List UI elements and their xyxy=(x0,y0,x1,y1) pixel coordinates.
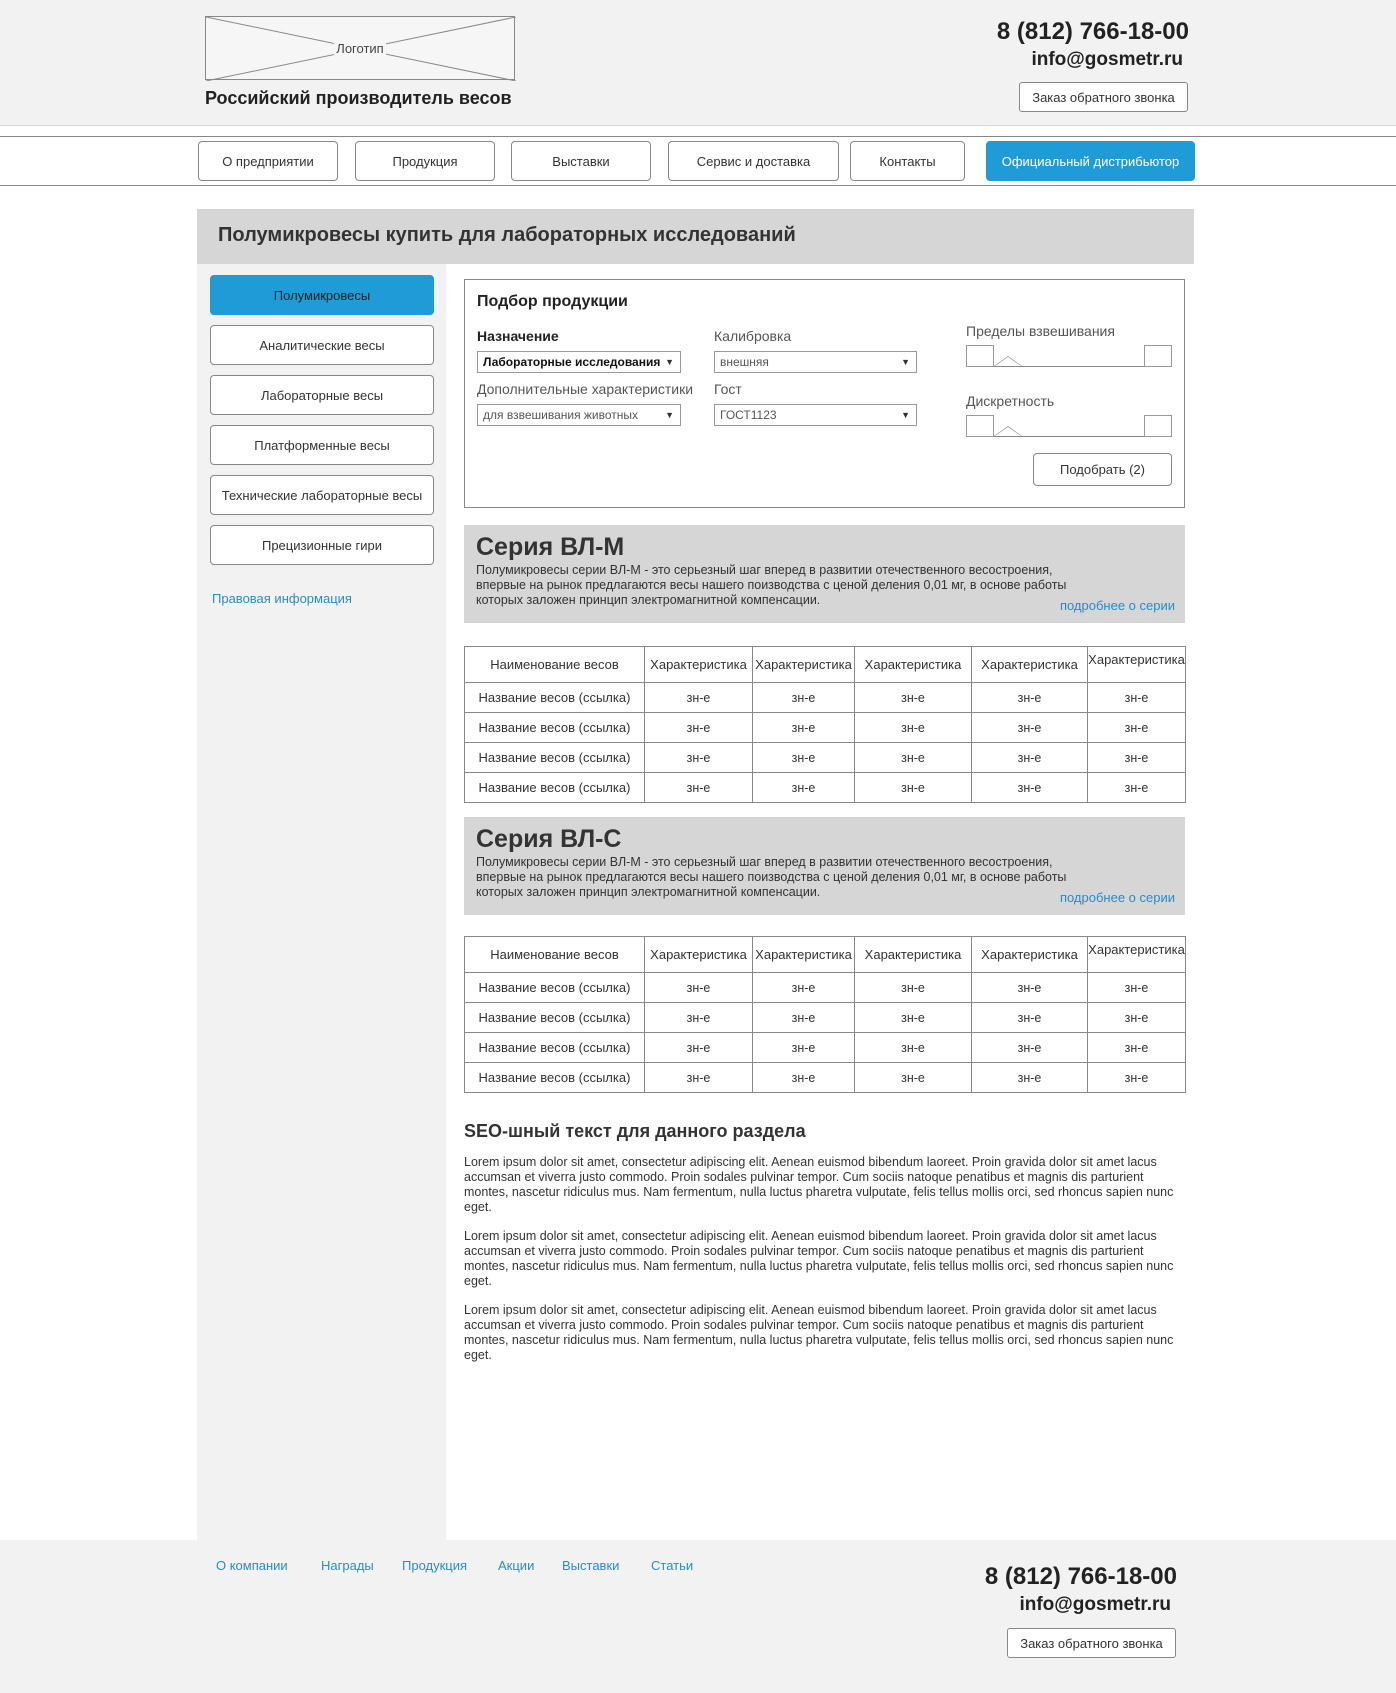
series-banner xyxy=(464,525,1185,623)
sidebar-item-semimicro[interactable]: Полумикровесы xyxy=(210,275,434,315)
series-title: Серия ВЛ-М xyxy=(476,533,625,561)
extra-value: для взвешивания животных xyxy=(483,408,639,422)
table-cell: зн-е xyxy=(753,973,855,1003)
column-header: Характеристика xyxy=(645,647,753,683)
table-header-row xyxy=(465,937,1186,973)
purpose-value: Лабораторные исследования xyxy=(483,355,661,369)
table-cell: зн-е xyxy=(645,1033,753,1063)
page-title-bar xyxy=(197,209,1194,264)
column-header: Характеристика xyxy=(753,937,855,973)
slider-thumb-icon[interactable] xyxy=(994,426,1022,436)
series-spec-table xyxy=(464,936,1186,1093)
table-header-row xyxy=(465,647,1186,683)
logo-label: Логотип xyxy=(336,40,384,56)
series-more-link[interactable]: подробнее о серии xyxy=(1059,890,1175,905)
discreteness-min-input[interactable] xyxy=(966,415,994,437)
dropdown-arrow-icon: ▼ xyxy=(901,357,910,367)
table-cell: зн-е xyxy=(855,773,972,803)
table-cell: зн-е xyxy=(855,683,972,713)
series-banner xyxy=(464,817,1185,915)
scale-name-link[interactable]: Название весов (ссылка) xyxy=(465,1003,645,1033)
callback-button[interactable]: Заказ обратного звонка xyxy=(1019,82,1188,112)
gost-label: Гост xyxy=(714,381,742,397)
series-more-link[interactable]: подробнее о серии xyxy=(1059,598,1175,613)
table-cell: зн-е xyxy=(855,1003,972,1033)
product-filter xyxy=(464,279,1185,508)
table-cell: зн-е xyxy=(645,1003,753,1033)
sidebar-item-weights[interactable]: Прецизионные гири xyxy=(210,525,434,565)
column-header: Характеристика xyxy=(855,647,972,683)
purpose-label: Назначение xyxy=(477,328,559,344)
sidebar-item-technical[interactable]: Технические лабораторные весы xyxy=(210,475,434,515)
table-cell: зн-е xyxy=(972,683,1088,713)
site-footer xyxy=(0,1540,1396,1693)
column-header: Характеристика xyxy=(1088,647,1186,683)
table-row xyxy=(465,773,1186,803)
header-phone[interactable]: 8 (812) 766-18-00 xyxy=(996,18,1189,45)
footer-callback-button[interactable]: Заказ обратного звонка xyxy=(1007,1628,1176,1658)
discreteness-max-input[interactable] xyxy=(1144,415,1172,437)
filter-title: Подбор продукции xyxy=(477,293,628,310)
limits-range-slider[interactable] xyxy=(966,345,1172,367)
sidebar-item-analytical[interactable]: Аналитические весы xyxy=(210,325,434,365)
table-cell: зн-е xyxy=(1088,1003,1186,1033)
table-cell: зн-е xyxy=(753,683,855,713)
table-cell: зн-е xyxy=(972,1033,1088,1063)
nav-item-exhibitions[interactable]: Выставки xyxy=(511,141,651,181)
footer-link-about[interactable]: О компании xyxy=(216,1558,288,1573)
limits-label: Пределы взвешивания xyxy=(966,323,1115,339)
table-cell: зн-е xyxy=(855,743,972,773)
column-header: Характеристика xyxy=(972,937,1088,973)
series-description: Полумикровесы серии ВЛ-М - это серьезный шаг вперед в развитии отечественного весостроения, впервые на рынок предлагаются весы нашего поизводства с ценой деления 0,01 мг, в основе работы которых заложен принцип электромагнитной компенсации. xyxy=(476,563,1067,607)
sidebar-item-laboratory[interactable]: Лабораторные весы xyxy=(210,375,434,415)
dropdown-arrow-icon: ▼ xyxy=(665,357,674,367)
discreteness-range-slider[interactable] xyxy=(966,415,1172,437)
table-cell: зн-е xyxy=(753,713,855,743)
scale-name-link[interactable]: Название весов (ссылка) xyxy=(465,773,645,803)
footer-link-articles[interactable]: Статьи xyxy=(651,1558,694,1573)
scale-name-link[interactable]: Название весов (ссылка) xyxy=(465,743,645,773)
table-row xyxy=(465,1003,1186,1033)
table-cell: зн-е xyxy=(972,973,1088,1003)
column-header: Характеристика xyxy=(1088,937,1186,973)
purpose-select[interactable] xyxy=(477,351,681,373)
extra-select[interactable] xyxy=(477,404,681,426)
calibration-select[interactable] xyxy=(714,351,917,373)
nav-item-service[interactable]: Сервис и доставка xyxy=(668,141,839,181)
gost-value: ГОСТ1123 xyxy=(720,408,777,422)
table-cell: зн-е xyxy=(972,773,1088,803)
table-cell: зн-е xyxy=(645,713,753,743)
limits-max-input[interactable] xyxy=(1144,345,1172,367)
table-row xyxy=(465,713,1186,743)
footer-link-awards[interactable]: Награды xyxy=(321,1558,374,1573)
seo-paragraph: Lorem ipsum dolor sit amet, consectetur adipiscing elit. Aenean euismod bibendum laoreet. Proin gravida dolor sit amet lacus accumsan et viverra justo commodo. Proin sodales pulvinar tempor. Cum sociis natoque penatibus et magnis dis parturient montes, nascetur ridiculus mus. Nam fermentum, nulla luctus pharetra vulputate, felis tellus mollis orci, sed rhoncus sapien nunc eget. xyxy=(464,1229,1174,1288)
series-spec-table xyxy=(464,646,1186,803)
table-row xyxy=(465,973,1186,1003)
column-header: Наименование весов xyxy=(465,647,645,683)
table-row xyxy=(465,1033,1186,1063)
table-cell: зн-е xyxy=(645,1063,753,1093)
table-row xyxy=(465,743,1186,773)
table-cell: зн-е xyxy=(753,1033,855,1063)
extra-label: Дополнительные характеристики xyxy=(477,381,694,397)
calibration-label: Калибровка xyxy=(714,328,792,344)
footer-email[interactable]: info@gosmetr.ru xyxy=(1019,1594,1171,1615)
column-header: Характеристика xyxy=(972,647,1088,683)
seo-title: SEO-шный текст для данного раздела xyxy=(464,1121,806,1141)
scale-name-link[interactable]: Название весов (ссылка) xyxy=(465,683,645,713)
table-cell: зн-е xyxy=(855,1063,972,1093)
table-row xyxy=(465,683,1186,713)
calibration-value: внешняя xyxy=(720,355,769,369)
limits-min-input[interactable] xyxy=(966,345,994,367)
logo-placeholder[interactable] xyxy=(205,16,515,80)
table-cell: зн-е xyxy=(1088,1063,1186,1093)
scale-name-link[interactable]: Название весов (ссылка) xyxy=(465,1063,645,1093)
nav-item-products[interactable]: Продукция xyxy=(355,141,495,181)
table-cell: зн-е xyxy=(855,973,972,1003)
slider-track xyxy=(994,436,1144,437)
table-cell: зн-е xyxy=(972,743,1088,773)
table-cell: зн-е xyxy=(972,713,1088,743)
column-header: Характеристика xyxy=(645,937,753,973)
gost-select[interactable] xyxy=(714,404,917,426)
table-cell: зн-е xyxy=(645,773,753,803)
column-header: Наименование весов xyxy=(465,937,645,973)
footer-link-promotions[interactable]: Акции xyxy=(498,1558,535,1573)
table-cell: зн-е xyxy=(645,683,753,713)
column-header: Характеристика xyxy=(753,647,855,683)
table-cell: зн-е xyxy=(1088,743,1186,773)
table-row xyxy=(465,1063,1186,1093)
table-cell: зн-е xyxy=(1088,1033,1186,1063)
scale-name-link[interactable]: Название весов (ссылка) xyxy=(465,1033,645,1063)
header-email[interactable]: info@gosmetr.ru xyxy=(1031,49,1183,70)
page-title: Полумикровесы купить для лабораторных исследований xyxy=(218,224,796,246)
table-cell: зн-е xyxy=(855,713,972,743)
pick-products-button[interactable]: Подобрать (2) xyxy=(1033,453,1172,486)
dropdown-arrow-icon: ▼ xyxy=(665,410,674,420)
discreteness-label: Дискретность xyxy=(966,393,1055,409)
nav-item-distributor[interactable]: Официальный дистрибьютор xyxy=(986,141,1195,181)
seo-paragraph: Lorem ipsum dolor sit amet, consectetur adipiscing elit. Aenean euismod bibendum laoreet. Proin gravida dolor sit amet lacus accumsan et viverra justo commodo. Proin sodales pulvinar tempor. Cum sociis natoque penatibus et magnis dis parturient montes, nascetur ridiculus mus. Nam fermentum, nulla luctus pharetra vulputate, felis tellus mollis orci, sed rhoncus sapien nunc eget. xyxy=(464,1155,1174,1214)
table-cell: зн-е xyxy=(753,773,855,803)
table-cell: зн-е xyxy=(1088,773,1186,803)
seo-paragraph: Lorem ipsum dolor sit amet, consectetur adipiscing elit. Aenean euismod bibendum laoreet. Proin gravida dolor sit amet lacus accumsan et viverra justo commodo. Proin sodales pulvinar tempor. Cum sociis natoque penatibus et magnis dis parturient montes, nascetur ridiculus mus. Nam fermentum, nulla luctus pharetra vulputate, felis tellus mollis orci, sed rhoncus sapien nunc eget. xyxy=(464,1303,1174,1362)
legal-info-link[interactable]: Правовая информация xyxy=(212,591,352,606)
slider-track xyxy=(994,366,1144,367)
table-cell: зн-е xyxy=(753,743,855,773)
sidebar-item-platform[interactable]: Платформенные весы xyxy=(210,425,434,465)
series-description: Полумикровесы серии ВЛ-М - это серьезный шаг вперед в развитии отечественного весостроения, впервые на рынок предлагаются весы нашего поизводства с ценой деления 0,01 мг, в основе работы которых заложен принцип электромагнитной компенсации. xyxy=(476,855,1067,899)
table-cell: зн-е xyxy=(972,1063,1088,1093)
table-cell: зн-е xyxy=(1088,973,1186,1003)
table-cell: зн-е xyxy=(1088,683,1186,713)
table-cell: зн-е xyxy=(972,1003,1088,1033)
tagline: Российский производитель весов xyxy=(205,88,512,108)
footer-phone[interactable]: 8 (812) 766-18-00 xyxy=(984,1563,1177,1590)
scale-name-link[interactable]: Название весов (ссылка) xyxy=(465,713,645,743)
footer-link-products[interactable]: Продукция xyxy=(402,1558,468,1573)
table-cell: зн-е xyxy=(855,1033,972,1063)
series-title: Серия ВЛ-С xyxy=(476,825,622,853)
table-cell: зн-е xyxy=(645,973,753,1003)
scale-name-link[interactable]: Название весов (ссылка) xyxy=(465,973,645,1003)
table-cell: зн-е xyxy=(1088,713,1186,743)
table-cell: зн-е xyxy=(753,1063,855,1093)
dropdown-arrow-icon: ▼ xyxy=(901,410,910,420)
slider-thumb-icon[interactable] xyxy=(994,356,1022,366)
table-cell: зн-е xyxy=(645,743,753,773)
column-header: Характеристика xyxy=(855,937,972,973)
nav-item-contacts[interactable]: Контакты xyxy=(850,141,965,181)
table-cell: зн-е xyxy=(753,1003,855,1033)
footer-link-exhibitions[interactable]: Выставки xyxy=(562,1558,620,1573)
site-header xyxy=(0,0,1396,126)
nav-item-about[interactable]: О предприятии xyxy=(198,141,338,181)
